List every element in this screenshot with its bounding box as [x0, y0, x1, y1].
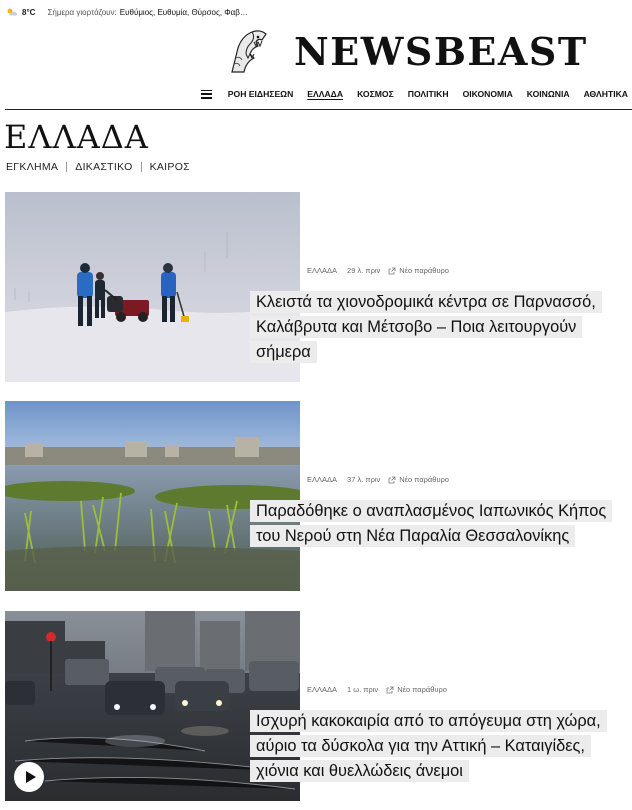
- new-window-label[interactable]: Νέο παράθυρο: [399, 475, 449, 484]
- cloud-sun-icon: [6, 7, 18, 17]
- subnav-item-dikastiko[interactable]: ΔΙΚΑΣΤΙΚΟ: [75, 161, 133, 173]
- article-time: 29 λ. πριν: [347, 266, 381, 275]
- nameday-names[interactable]: Ευθύμιος, Ευθυμία, Θύρσος, Φαβ…: [119, 7, 248, 17]
- new-window-label[interactable]: Νέο παράθυρο: [399, 266, 449, 275]
- site-logo[interactable]: [228, 26, 588, 76]
- nav-item-athlitika[interactable]: ΑΘΛΗΤΙΚΑ: [583, 89, 628, 99]
- subnav-item-kairos[interactable]: ΚΑΙΡΟΣ: [149, 161, 190, 173]
- article-meta: [307, 266, 449, 275]
- article-headline[interactable]: Κλειστά τα χιονοδρομικά κέντρα σε Παρνασσό, Καλάβρυτα και Μέτσοβο – Ποια λειτουργούν σήμερα: [250, 290, 610, 365]
- nameday-label: Σήμερα γιορτάζουν:: [47, 7, 117, 17]
- subnav-separator: [66, 162, 67, 172]
- section-title: ΕΛΛΑΔΑ: [4, 118, 149, 156]
- article-card[interactable]: [5, 401, 632, 591]
- section-subnav: [6, 161, 190, 173]
- article-card[interactable]: [5, 192, 632, 382]
- nav-item-kosmos[interactable]: ΚΟΣΜΟΣ: [357, 89, 394, 99]
- article-card[interactable]: [5, 611, 632, 801]
- new-window-label[interactable]: Νέο παράθυρο: [397, 685, 447, 694]
- article-time: 37 λ. πριν: [347, 475, 381, 484]
- hamburger-icon[interactable]: [201, 90, 212, 99]
- play-icon[interactable]: [14, 762, 44, 792]
- top-strip: [0, 0, 632, 24]
- article-meta: [307, 685, 447, 694]
- japanese-water-garden-photo[interactable]: [5, 401, 300, 591]
- shark-icon: [228, 28, 272, 74]
- nav-item-roi-eidiseon[interactable]: ΡΟΗ ΕΙΔΗΣΕΩΝ: [227, 89, 294, 99]
- article-time: 1 ω. πριν: [347, 685, 379, 694]
- nav-item-ellada[interactable]: ΕΛΛΑΔΑ: [307, 89, 344, 99]
- subnav-item-egklima[interactable]: ΕΓΚΛΗΜΑ: [6, 161, 59, 173]
- new-window-icon[interactable]: [388, 476, 396, 484]
- nav-item-oikonomia[interactable]: ΟΙΚΟΝΟΜΙΑ: [462, 89, 513, 99]
- weather-widget[interactable]: [6, 7, 47, 17]
- new-window-icon[interactable]: [386, 686, 394, 694]
- nav-item-politiki[interactable]: ΠΟΛΙΤΙΚΗ: [407, 89, 449, 99]
- article-headline[interactable]: Παραδόθηκε ο αναπλασμένος Ιαπωνικός Κήπος του Νερού στη Νέα Παραλία Θεσσαλονίκης: [250, 499, 610, 549]
- nav-item-koinonia[interactable]: ΚΟΙΝΩΝΙΑ: [526, 89, 570, 99]
- article-meta: [307, 475, 449, 484]
- article-category[interactable]: ΕΛΛΑΔΑ: [307, 266, 338, 275]
- article-headline[interactable]: Ισχυρή κακοκαιρία από το απόγευμα στη χώρα, αύριο τα δύσκολα για την Αττική – Καταιγίδες, χιόνια και θυελλώδεις άνεμοι: [250, 709, 610, 784]
- new-window-icon[interactable]: [388, 267, 396, 275]
- temperature: 8°C: [22, 7, 36, 17]
- logo-wordmark: NEWSBEAST: [294, 28, 588, 74]
- main-nav: [0, 84, 632, 104]
- article-category[interactable]: ΕΛΛΑΔΑ: [307, 475, 338, 484]
- subnav-separator: [141, 162, 142, 172]
- nav-divider: [5, 109, 632, 110]
- article-category[interactable]: ΕΛΛΑΔΑ: [307, 685, 338, 694]
